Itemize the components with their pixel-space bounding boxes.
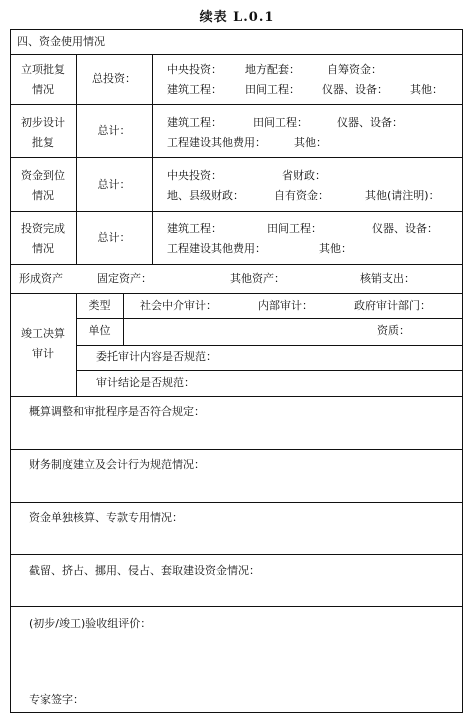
design-field: 其他： — [294, 136, 327, 149]
funds-field: 省财政： — [282, 169, 326, 182]
table-title: 续表 L.0.1 — [199, 10, 275, 25]
completion-field: 仪器、设备： — [372, 222, 438, 235]
funds-label: 情况 — [32, 189, 54, 202]
misuse-funds-question: 截留、挤占、挪用、侵占、套取建设资金情况： — [29, 564, 260, 577]
assets-field: 核销支出： — [360, 272, 415, 285]
approval-field: 仪器、设备： — [322, 83, 388, 96]
row-divider — [10, 54, 463, 55]
completion-field: 工程建设其他费用： — [167, 242, 266, 255]
funds-label: 资金到位 — [21, 169, 65, 182]
approval-label: 情况 — [32, 83, 54, 96]
row-divider — [10, 606, 463, 607]
audit-type-label: 类型 — [88, 299, 111, 312]
audit-entrust: 委托审计内容是否规范： — [96, 350, 217, 363]
assets-field: 固定资产： — [97, 272, 152, 285]
approval-label: 立项批复 — [21, 63, 65, 76]
row-divider — [10, 157, 463, 158]
row-divider — [10, 396, 463, 397]
audit-conclusion: 审计结论是否规范： — [96, 376, 195, 389]
completion-total: 总计： — [97, 231, 131, 244]
approval-total: 总投资： — [92, 72, 136, 85]
funds-field: 自有资金： — [274, 189, 329, 202]
design-label: 批复 — [32, 136, 54, 149]
completion-label: 投资完成 — [21, 222, 65, 235]
approval-field: 中央投资： — [167, 63, 222, 76]
audit-type-field: 政府审计部门： — [354, 299, 431, 312]
audit-label: 审计 — [32, 347, 54, 360]
audit-label: 竣工决算 — [21, 327, 65, 340]
row-divider — [10, 211, 463, 212]
separate-accounting-question: 资金单独核算、专款专用情况： — [29, 511, 183, 524]
row-divider — [10, 554, 463, 555]
budget-adjustment-question: 概算调整和审批程序是否符合规定： — [29, 405, 205, 418]
funds-field: 其他(请注明)： — [365, 189, 440, 202]
funds-total: 总计： — [97, 178, 131, 191]
finance-system-question: 财务制度建立及会计行为规范情况： — [29, 458, 205, 471]
col-divider — [152, 54, 153, 264]
audit-type-field: 内部审计： — [258, 299, 313, 312]
audit-unit-label: 单位 — [88, 324, 111, 337]
row-divider — [10, 293, 463, 294]
expert-signature: 专家签字： — [29, 693, 84, 706]
assets-label: 形成资产 — [19, 272, 63, 285]
row-divider — [10, 449, 463, 450]
row-divider — [10, 104, 463, 105]
row-divider — [10, 264, 463, 265]
completion-field: 建筑工程： — [167, 222, 222, 235]
design-field: 田间工程： — [253, 116, 308, 129]
col-divider — [123, 293, 124, 345]
funds-field: 中央投资： — [167, 169, 222, 182]
section-header: 四、资金使用情况 — [17, 35, 105, 48]
row-divider — [10, 502, 463, 503]
approval-field: 自筹资金： — [327, 63, 382, 76]
approval-field: 其他： — [410, 83, 443, 96]
design-total: 总计： — [97, 124, 131, 137]
audit-type-field: 社会中介审计： — [140, 299, 217, 312]
row-divider — [76, 370, 463, 371]
design-field: 建筑工程： — [167, 116, 222, 129]
audit-qualification: 资质： — [377, 324, 410, 337]
completion-field: 其他： — [319, 242, 352, 255]
approval-field: 地方配套： — [245, 63, 300, 76]
assets-field: 其他资产： — [230, 272, 285, 285]
row-divider — [76, 345, 463, 346]
row-divider — [76, 318, 463, 319]
design-field: 工程建设其他费用： — [167, 136, 266, 149]
approval-field: 田间工程： — [245, 83, 300, 96]
acceptance-evaluation: (初步/竣工)验收组评价： — [29, 617, 152, 630]
approval-field: 建筑工程： — [167, 83, 222, 96]
design-field: 仪器、设备： — [337, 116, 403, 129]
funds-field: 地、县级财政： — [167, 189, 244, 202]
completion-label: 情况 — [32, 242, 54, 255]
design-label: 初步设计 — [21, 116, 65, 129]
completion-field: 田间工程： — [267, 222, 322, 235]
